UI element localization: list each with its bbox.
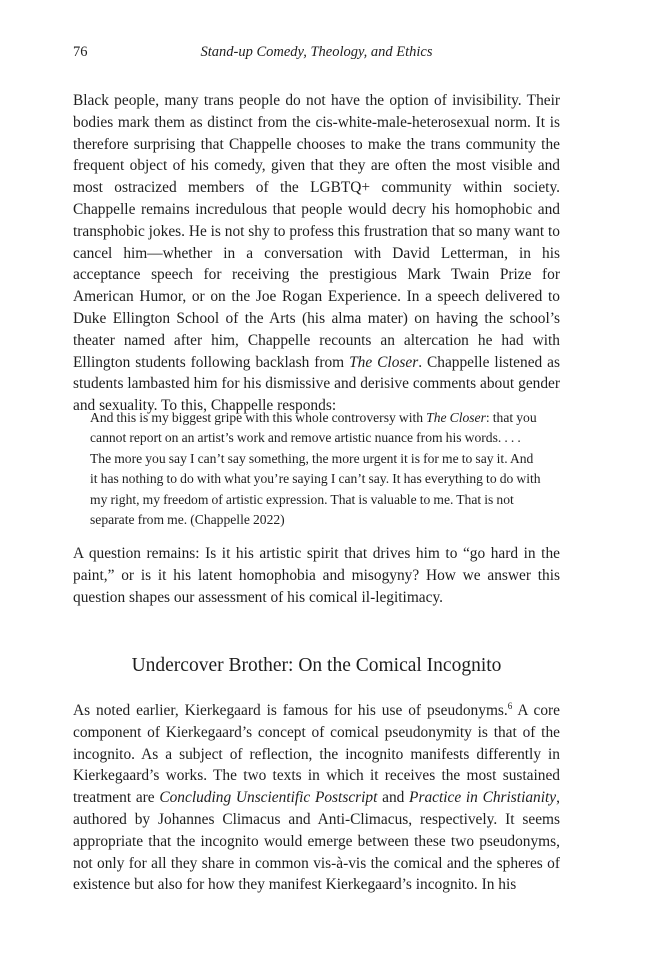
quote-text-1: And this is my biggest gripe with this whole controversy with [90,410,427,425]
body-paragraph-3 [73,700,560,896]
quote-text-2: : that you cannot report on an artist’s work and remove artistic nuance from his words. . . . The more you say I can’t say something, the more urgent it is for me to say it. And it has nothing to do with what you’re saying I can’t say. It has everything to do with my right, my freedom of artistic expression. That is valuable to me. That is not separate from me. (Chappelle 2022) [90,410,541,528]
running-head-title: Stand-up Comedy, Theology, and Ethics [200,44,433,60]
postscript-title: Concluding Unscientific Postscript [159,789,378,807]
block-quote [90,408,542,530]
footnote-reference[interactable]: 6 [507,700,513,711]
paragraph-1-text-2: . Chappelle listened as students lambasted him for his dismissive and derisive comments about gender and sexuality. To this, Chappelle responds: [73,353,560,415]
the-closer-title: The Closer [349,353,419,371]
body-paragraph-2: A question remains: Is it his artistic spirit that drives him to “go hard in the paint,” or is it his latent homophobia and misogyny? How we answer this question shapes our assessment of his comical il-legitimacy. [73,545,560,606]
paragraph-3-text-2: A core component of Kierkegaard’s concept of comical pseudonymity is that of the incognito. As a subject of reflection, the incognito manifests differently in Kierkegaard’s works. The two texts in which it receives the most sustained treatment are [73,702,560,807]
running-head [73,44,560,66]
page-number: 76 [73,44,88,60]
practice-title: Practice in Christianity [409,789,557,807]
paragraph-1-text-1: Black people, many trans people do not have the option of invisibility. Their bodies mark them as distinct from the cis-white-male-heterosexual norm. It is therefore surprising that Chappelle chooses to make the trans community the frequent object of his comedy, given that they are often the most visible and most ostracized members of the LGBTQ+ community within society. Chappelle remains incredulous that people would decry his homophobic and transphobic jokes. He is not shy to profess this frustration that so many want to cancel him—whether in a conversation with David Letterman, in his acceptance speech for receiving the prestigious Mark Twain Prize for American Humor, or on the Joe Rogan Experience. In a speech delivered to Duke Ellington School of the Arts (his alma mater) on having the school’s theater named after him, Chappelle recounts an altercation he had with Ellington students following backlash from [73,92,560,371]
section-heading: Undercover Brother: On the Comical Incognito [131,655,502,676]
paragraph-3-text-4: , authored by Johannes Climacus and Anti-Climacus, respectively. It seems appropriate that the incognito would emerge between these two pseudonyms, not only for all they share in common vis-à-vis the comical and the spheres of existence but also for how they manifest Kierkegaard’s incognito. In his [73,789,560,894]
paragraph-3-text-3: and [377,789,410,807]
quote-the-closer-title: The Closer [426,410,486,425]
paragraph-3-text-1: As noted earlier, Kierkegaard is famous for his use of pseudonyms. [73,702,508,719]
body-paragraph-1 [73,90,560,417]
